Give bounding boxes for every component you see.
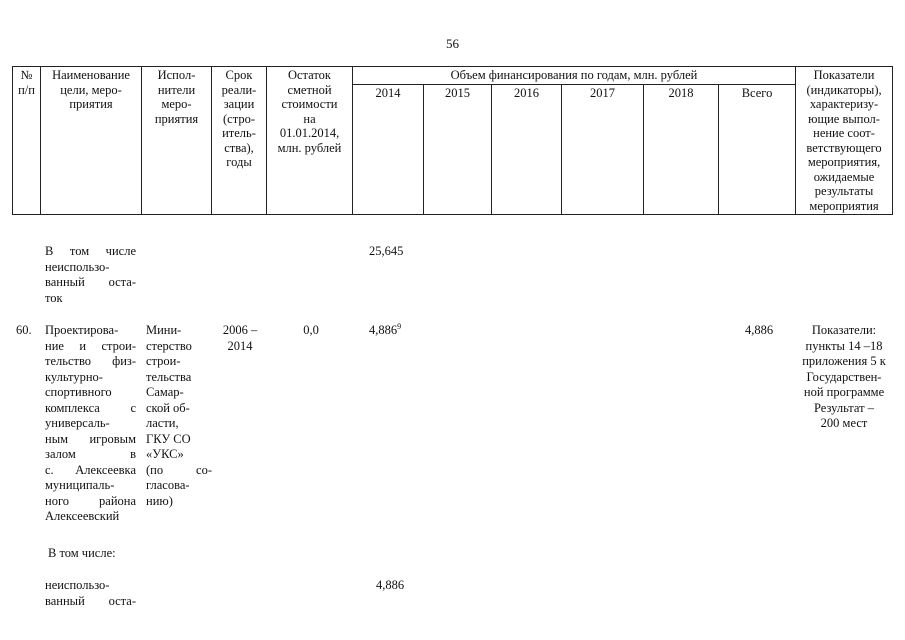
row2-indicators: Показатели: пункты 14 –18 приложения 5 к Государствен- ной программе Результат – 200 мест (802, 323, 886, 430)
row1-name: В том числе неиспользо- ванный оста- ток (45, 244, 136, 305)
header-number: № п/п (13, 67, 41, 215)
header-year-2014: 2014 (353, 84, 424, 214)
header-total: Всего (719, 84, 796, 214)
footnote-marker: 9 (397, 321, 402, 331)
header-year-2015: 2015 (424, 84, 492, 214)
header-indicators: Показатели (индикаторы), характеризу- ющие выпол- нение соот- ветствующего мероприятия, ожидаемые результаты мероприятия (796, 67, 893, 215)
header-funding: Объем финансирования по годам, млн. рублей (353, 67, 796, 85)
row2-total: 4,886 (745, 323, 774, 337)
row2-2014: 4,886$^9$ (369, 321, 402, 337)
row2-term: 2006 – 2014 (222, 323, 258, 353)
row4-2014: 4,886 (376, 578, 405, 592)
row2-name: Проектирова- ние и строи- тельство физ- культурно- спортивного комплекса с универсаль- ным игровым залом в с. Алексеевка муниципаль- ного района Алексеевский (45, 323, 136, 523)
row4-name: неиспользо- ванный оста- (45, 578, 136, 608)
header-name: Наименование цели, меро- приятия (41, 67, 142, 215)
row2-number: 60. (16, 323, 32, 337)
row1-2014: 25,645 (369, 244, 404, 258)
header-year-2016: 2016 (492, 84, 562, 214)
header-year-2017: 2017 (562, 84, 644, 214)
header-term: Срок реали- зации (стро- итель- ства), годы (212, 67, 267, 215)
row2-executors: Мини- стерство строи- тельства Самар- ской об- ласти, ГКУ СО «УКС» (по со- гласова- нию) (146, 323, 212, 508)
header-year-2018: 2018 (644, 84, 719, 214)
page-number: 56 (446, 36, 459, 51)
row3-name: В том числе: (48, 546, 116, 560)
row2-remainder: 0,0 (303, 323, 319, 337)
table-header (12, 66, 893, 215)
header-remainder: Остаток сметной стоимости на 01.01.2014, млн. рублей (267, 67, 353, 215)
header-executors: Испол- нители меро- приятия (142, 67, 212, 215)
